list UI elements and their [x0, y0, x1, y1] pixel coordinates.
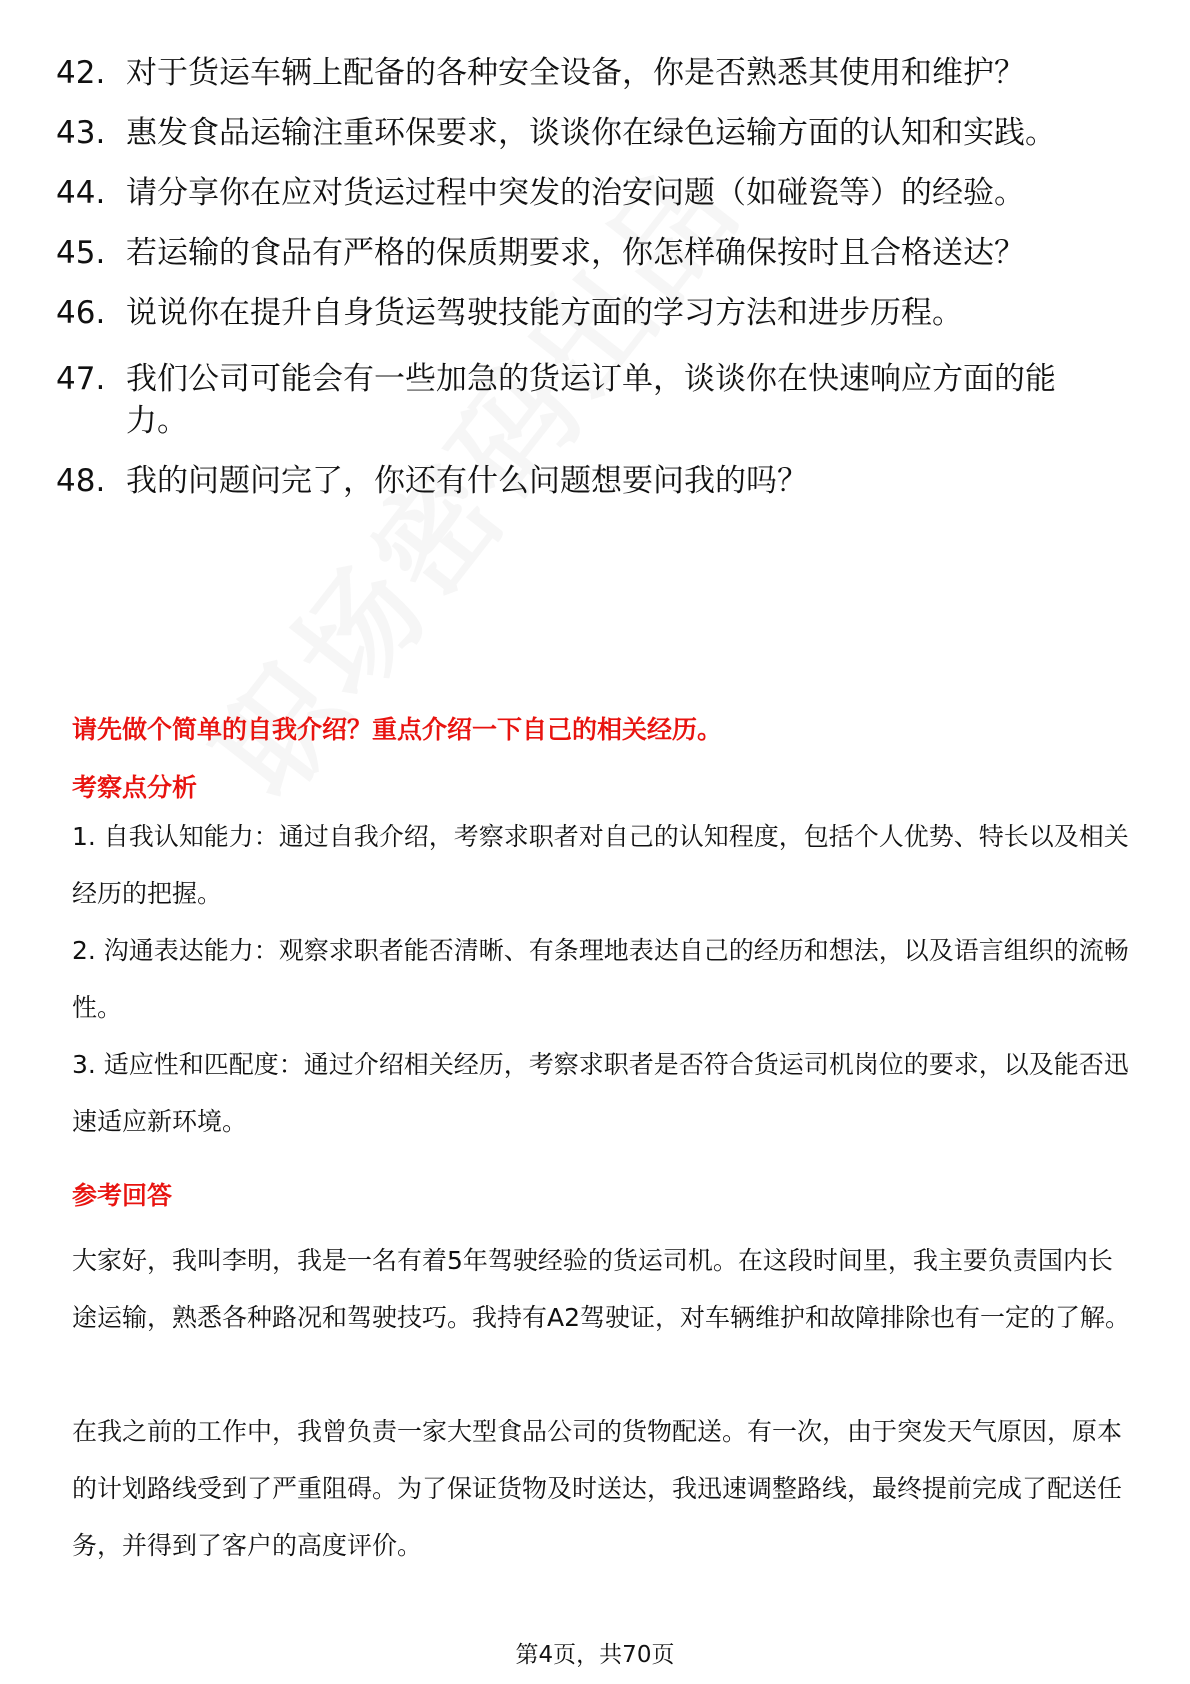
- question-item: [56, 358, 1136, 442]
- question-text: 请分享你在应对货运过程中突发的治安问题（如碰瓷等）的经验。: [126, 175, 1025, 211]
- answer-body: [72, 1232, 1132, 1574]
- question-number: 43.: [56, 115, 106, 151]
- question-text: 我们公司可能会有一些加急的货运订单，谈谈你在快速响应方面的能力。: [126, 361, 1056, 439]
- analysis-item: 3. 适应性和匹配度：通过介绍相关经历，考察求职者是否符合货运司机岗位的要求，以及能否迅速适应新环境。: [72, 1050, 1129, 1136]
- question-text: 我的问题问完了，你还有什么问题想要问我的吗？: [126, 463, 808, 499]
- question-number: 44.: [56, 175, 106, 211]
- question-text: 说说你在提升自身货运驾驶技能方面的学习方法和进步历程。: [126, 295, 963, 331]
- question-item: [56, 292, 1136, 334]
- question-item: [56, 112, 1136, 154]
- answer-paragraph: 大家好，我叫李明，我是一名有着5年驾驶经验的货运司机。在这段时间里，我主要负责国内长途运输，熟悉各种路况和驾驶技巧。我持有A2驾驶证，对车辆维护和故障排除也有一定的了解。: [72, 1246, 1131, 1332]
- question-number: 48.: [56, 463, 106, 499]
- answer-paragraph: 在我之前的工作中，我曾负责一家大型食品公司的货物配送。有一次，由于突发天气原因，原本的计划路线受到了严重阻碍。为了保证货物及时送达，我迅速调整路线，最终提前完成了配送任务，并得到了客户的高度评价。: [72, 1417, 1123, 1560]
- question-number: 46.: [56, 295, 106, 331]
- question-number: 42.: [56, 55, 106, 91]
- section-question-heading: 请先做个简单的自我介绍？重点介绍一下自己的相关经历。: [72, 715, 723, 744]
- question-list: [56, 52, 1136, 526]
- question-number: 45.: [56, 235, 106, 271]
- question-item: [56, 232, 1136, 274]
- analysis-item: 2. 沟通表达能力：观察求职者能否清晰、有条理地表达自己的经历和想法，以及语言组织的流畅性。: [72, 936, 1129, 1022]
- question-number: 47.: [56, 361, 106, 397]
- question-text: 惠发食品运输注重环保要求，谈谈你在绿色运输方面的认知和实践。: [126, 115, 1056, 151]
- analysis-heading: 考察点分析: [72, 773, 198, 802]
- question-item: [56, 52, 1136, 94]
- question-text: 对于货运车辆上配备的各种安全设备，你是否熟悉其使用和维护？: [126, 55, 1025, 91]
- analysis-item: 1. 自我认知能力：通过自我介绍，考察求职者对自己的认知程度，包括个人优势、特长以及相关经历的把握。: [72, 822, 1129, 908]
- analysis-list: [72, 808, 1132, 1150]
- question-text: 若运输的食品有严格的保质期要求，你怎样确保按时且合格送达？: [126, 235, 1025, 271]
- answer-heading: 参考回答: [72, 1181, 173, 1210]
- question-item: [56, 172, 1136, 214]
- page-footer: 第4页，共70页: [515, 1642, 675, 1668]
- question-item: [56, 460, 1136, 502]
